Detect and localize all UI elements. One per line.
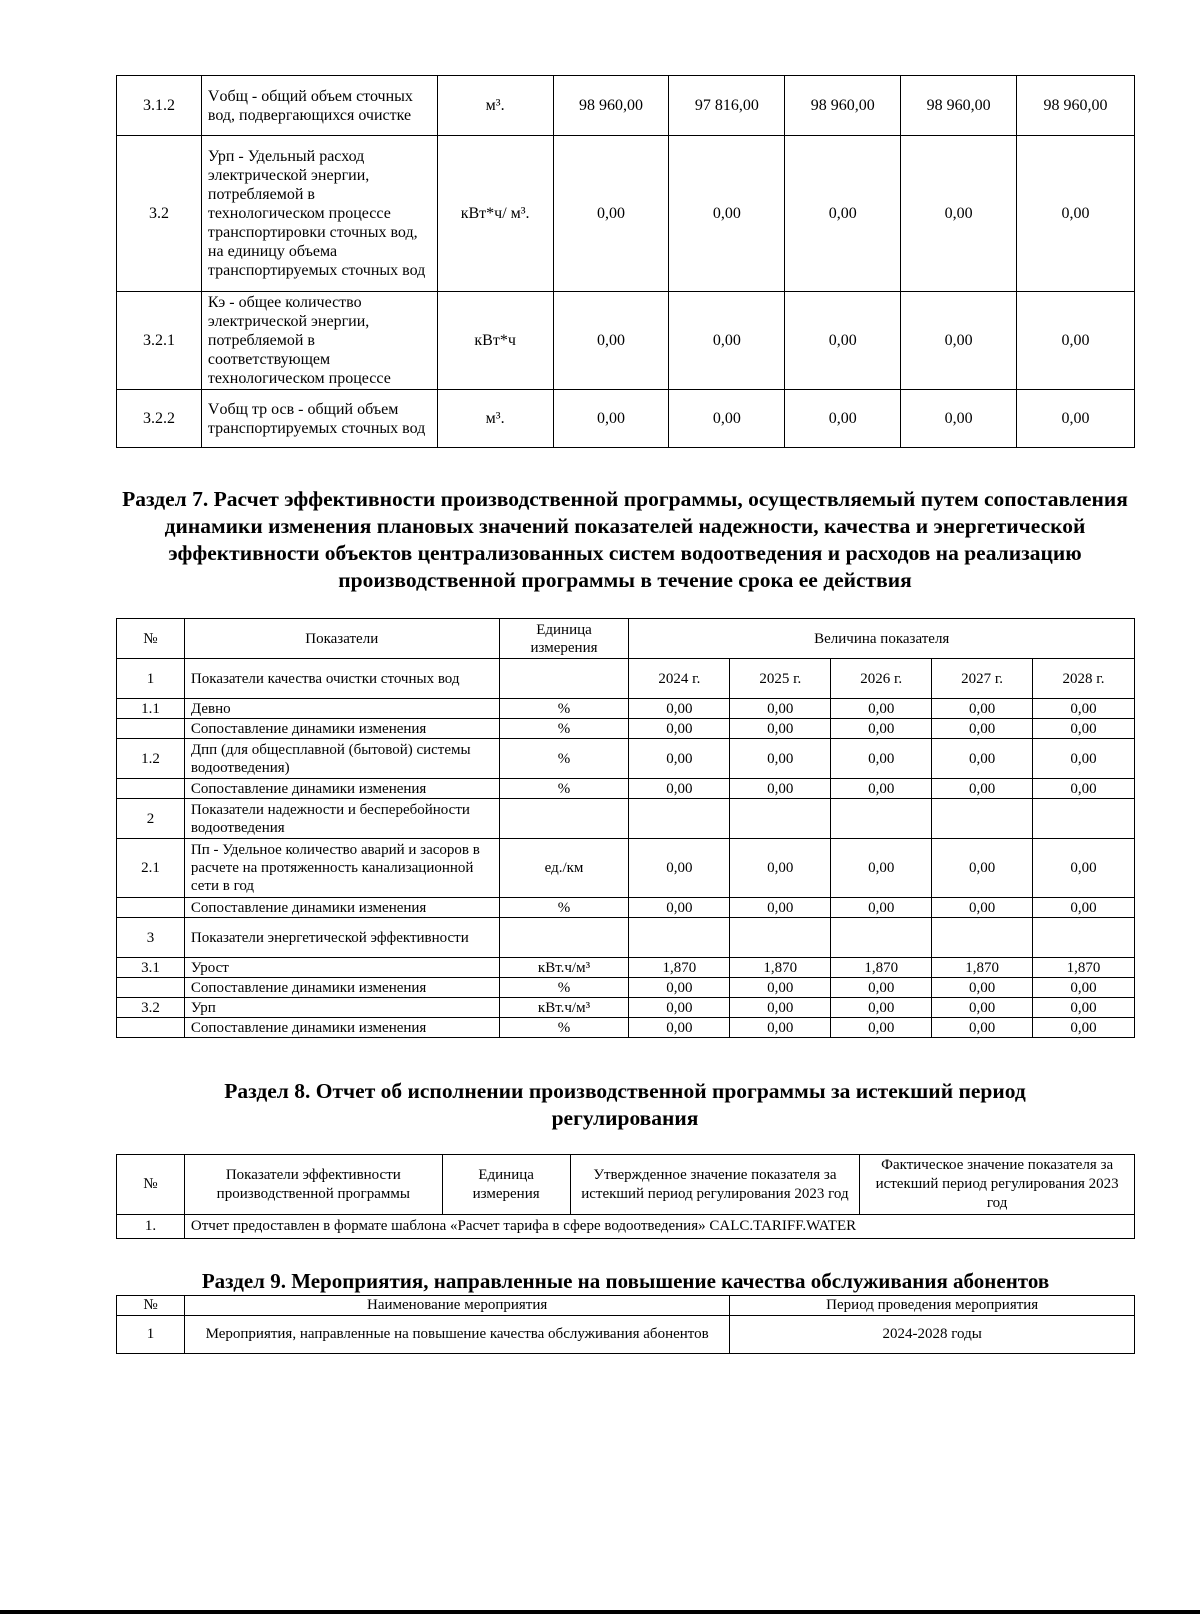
efficiency-unit <box>499 799 629 839</box>
efficiency-unit: % <box>499 978 629 998</box>
header-unit: Единица измерения <box>499 619 629 659</box>
indicator-value: 0,00 <box>901 136 1017 292</box>
indicator-no: 3.2.2 <box>117 390 202 448</box>
efficiency-unit: кВт.ч/м³ <box>499 998 629 1018</box>
report-table <box>116 1154 1135 1239</box>
efficiency-value: 0,00 <box>629 978 730 998</box>
efficiency-value <box>629 799 730 839</box>
efficiency-row <box>117 1018 1135 1038</box>
efficiency-value: 0,00 <box>932 719 1033 739</box>
efficiency-value: 0,00 <box>1033 739 1135 779</box>
efficiency-name: Пп - Удельное количество аварий и засоров в расчете на протяженность канализационной сети в год <box>184 839 499 898</box>
measures-table <box>116 1295 1135 1354</box>
efficiency-row <box>117 659 1135 699</box>
efficiency-unit: % <box>499 739 629 779</box>
indicator-value: 0,00 <box>1017 136 1135 292</box>
report-header-indicators: Показатели эффективности производственной программы <box>184 1155 442 1215</box>
efficiency-name: Сопоставление динамики изменения <box>184 1018 499 1038</box>
section7-title: Раздел 7. Расчет эффективности производственной программы, осуществляемый путем сопоставления динамики изменения плановых значений показателей надежности, качества и энергетической эффективности объектов централизованных систем водоотведения и расходов на реализацию производственной программы в течение срока ее действия <box>122 487 1128 592</box>
efficiency-value: 0,00 <box>831 719 932 739</box>
indicator-value: 0,00 <box>1017 390 1135 448</box>
section8-title: Раздел 8. Отчет об исполнении производственной программы за истекший период регулирования <box>224 1079 1026 1130</box>
efficiency-no: 1.1 <box>117 699 185 719</box>
efficiency-value <box>1033 918 1135 958</box>
indicator-value: 0,00 <box>669 136 785 292</box>
efficiency-value: 0,00 <box>932 739 1033 779</box>
report-header-no: № <box>117 1155 185 1215</box>
efficiency-value: 0,00 <box>932 998 1033 1018</box>
indicator-unit: м³. <box>437 76 553 136</box>
indicator-value: 0,00 <box>901 390 1017 448</box>
indicator-value: 0,00 <box>669 292 785 390</box>
indicator-value: 98 960,00 <box>901 76 1017 136</box>
efficiency-value <box>1033 799 1135 839</box>
efficiency-no: 2 <box>117 799 185 839</box>
efficiency-value: 0,00 <box>730 719 831 739</box>
efficiency-unit: ед./км <box>499 839 629 898</box>
header-value: Величина показателя <box>629 619 1135 659</box>
efficiency-value: 0,00 <box>730 739 831 779</box>
efficiency-value: 0,00 <box>831 779 932 799</box>
efficiency-no <box>117 1018 185 1038</box>
measures-header-name: Наименование мероприятия <box>184 1296 729 1316</box>
measures-row-name: Мероприятия, направленные на повышение качества обслуживания абонентов <box>184 1316 729 1354</box>
indicator-row <box>117 136 1135 292</box>
indicator-value: 0,00 <box>785 390 901 448</box>
indicator-value: 97 816,00 <box>669 76 785 136</box>
efficiency-no <box>117 978 185 998</box>
efficiency-row <box>117 799 1135 839</box>
efficiency-value: 0,00 <box>831 978 932 998</box>
efficiency-value: 0,00 <box>629 779 730 799</box>
efficiency-row <box>117 779 1135 799</box>
efficiency-value: 0,00 <box>629 898 730 918</box>
indicator-value: 0,00 <box>669 390 785 448</box>
indicator-value: 0,00 <box>785 136 901 292</box>
measures-row-no: 1 <box>117 1316 185 1354</box>
indicator-unit: кВт*ч <box>437 292 553 390</box>
efficiency-no <box>117 779 185 799</box>
efficiency-no: 2.1 <box>117 839 185 898</box>
indicator-value: 98 960,00 <box>1017 76 1135 136</box>
efficiency-value <box>730 799 831 839</box>
efficiency-value <box>629 918 730 958</box>
efficiency-row <box>117 719 1135 739</box>
indicator-no: 3.1.2 <box>117 76 202 136</box>
report-header-actual: Фактическое значение показателя за истекший период регулирования 2023 год <box>860 1155 1135 1215</box>
efficiency-name: Сопоставление динамики изменения <box>184 978 499 998</box>
efficiency-name: Дпп (для общесплавной (бытовой) системы водоотведения) <box>184 739 499 779</box>
efficiency-row <box>117 898 1135 918</box>
indicator-name: Кэ - общее количество электрической энергии, потребляемой в соответствующем технологическом процессе <box>201 292 437 390</box>
efficiency-value: 0,00 <box>1033 898 1135 918</box>
efficiency-unit: % <box>499 1018 629 1038</box>
efficiency-table <box>116 618 1135 1038</box>
report-row-no: 1. <box>117 1215 185 1239</box>
year-header: 2024 г. <box>629 659 730 699</box>
indicator-value: 98 960,00 <box>553 76 669 136</box>
efficiency-unit <box>499 659 629 699</box>
measures-header-no: № <box>117 1296 185 1316</box>
indicator-row <box>117 292 1135 390</box>
indicator-unit: кВт*ч/ м³. <box>437 136 553 292</box>
efficiency-table-body <box>117 659 1135 1038</box>
efficiency-value <box>730 918 831 958</box>
efficiency-no: 1 <box>117 659 185 699</box>
efficiency-name: Сопоставление динамики изменения <box>184 779 499 799</box>
indicator-unit: м³. <box>437 390 553 448</box>
efficiency-value <box>932 799 1033 839</box>
efficiency-value <box>932 918 1033 958</box>
indicator-value: 0,00 <box>553 390 669 448</box>
efficiency-value: 0,00 <box>629 699 730 719</box>
efficiency-value: 0,00 <box>831 739 932 779</box>
efficiency-row <box>117 998 1135 1018</box>
efficiency-value: 0,00 <box>629 839 730 898</box>
efficiency-value: 0,00 <box>730 998 831 1018</box>
indicator-value: 0,00 <box>553 292 669 390</box>
efficiency-value: 0,00 <box>1033 719 1135 739</box>
indicators-continuation-body <box>117 76 1135 448</box>
year-header: 2027 г. <box>932 659 1033 699</box>
efficiency-value: 0,00 <box>831 898 932 918</box>
efficiency-name: Показатели энергетической эффективности <box>184 918 499 958</box>
efficiency-row <box>117 918 1135 958</box>
efficiency-value: 0,00 <box>730 779 831 799</box>
efficiency-row <box>117 958 1135 978</box>
efficiency-row <box>117 699 1135 719</box>
efficiency-row <box>117 739 1135 779</box>
indicator-no: 3.2.1 <box>117 292 202 390</box>
efficiency-unit: % <box>499 779 629 799</box>
indicator-value: 0,00 <box>1017 292 1135 390</box>
efficiency-value: 0,00 <box>629 1018 730 1038</box>
efficiency-value: 0,00 <box>629 719 730 739</box>
efficiency-name: Сопоставление динамики изменения <box>184 898 499 918</box>
efficiency-value: 1,870 <box>831 958 932 978</box>
report-header-approved: Утвержденное значение показателя за истекший период регулирования 2023 год <box>570 1155 860 1215</box>
efficiency-name: Сопоставление динамики изменения <box>184 719 499 739</box>
efficiency-row <box>117 839 1135 898</box>
measures-row-period: 2024-2028 годы <box>730 1316 1135 1354</box>
efficiency-value: 0,00 <box>1033 978 1135 998</box>
year-header: 2028 г. <box>1033 659 1135 699</box>
efficiency-unit: % <box>499 719 629 739</box>
efficiency-name: Показатели качества очистки сточных вод <box>184 659 499 699</box>
report-row-text: Отчет предоставлен в формате шаблона «Расчет тарифа в сфере водоотведения» CALC.TARIFF.WATER <box>184 1215 1134 1239</box>
efficiency-no <box>117 719 185 739</box>
efficiency-value: 0,00 <box>730 699 831 719</box>
report-header-unit: Единица измерения <box>442 1155 570 1215</box>
efficiency-value <box>831 918 932 958</box>
efficiency-value: 0,00 <box>629 998 730 1018</box>
indicator-row <box>117 76 1135 136</box>
section9-title: Раздел 9. Мероприятия, направленные на повышение качества обслуживания абонентов <box>201 1269 1050 1293</box>
efficiency-value: 0,00 <box>932 978 1033 998</box>
efficiency-value: 0,00 <box>831 839 932 898</box>
efficiency-value: 0,00 <box>629 739 730 779</box>
efficiency-name: Показатели надежности и бесперебойности водоотведения <box>184 799 499 839</box>
indicator-value: 0,00 <box>785 292 901 390</box>
efficiency-no: 1.2 <box>117 739 185 779</box>
efficiency-value: 0,00 <box>1033 839 1135 898</box>
indicator-name: Vобщ - общий объем сточных вод, подвергающихся очистке <box>201 76 437 136</box>
efficiency-value: 0,00 <box>932 898 1033 918</box>
year-header: 2025 г. <box>730 659 831 699</box>
indicator-name: Vобщ тр осв - общий объем транспортируемых сточных вод <box>201 390 437 448</box>
efficiency-unit: % <box>499 898 629 918</box>
efficiency-value: 0,00 <box>1033 998 1135 1018</box>
efficiency-no: 3.1 <box>117 958 185 978</box>
efficiency-name: Урп <box>184 998 499 1018</box>
efficiency-row <box>117 978 1135 998</box>
efficiency-no: 3.2 <box>117 998 185 1018</box>
efficiency-value: 0,00 <box>730 1018 831 1038</box>
efficiency-value: 0,00 <box>932 1018 1033 1038</box>
indicator-row <box>117 390 1135 448</box>
efficiency-unit: % <box>499 699 629 719</box>
efficiency-value: 0,00 <box>730 839 831 898</box>
measures-header-period: Период проведения мероприятия <box>730 1296 1135 1316</box>
efficiency-value: 0,00 <box>1033 779 1135 799</box>
efficiency-value: 0,00 <box>831 699 932 719</box>
efficiency-unit: кВт.ч/м³ <box>499 958 629 978</box>
efficiency-value: 0,00 <box>831 1018 932 1038</box>
indicator-value: 98 960,00 <box>785 76 901 136</box>
indicators-continuation-table <box>116 75 1135 448</box>
header-name: Показатели <box>184 619 499 659</box>
indicator-value: 0,00 <box>901 292 1017 390</box>
efficiency-value: 0,00 <box>932 779 1033 799</box>
efficiency-name: Урост <box>184 958 499 978</box>
efficiency-value: 0,00 <box>730 898 831 918</box>
efficiency-unit <box>499 918 629 958</box>
year-header: 2026 г. <box>831 659 932 699</box>
efficiency-value: 0,00 <box>831 998 932 1018</box>
efficiency-value: 0,00 <box>1033 1018 1135 1038</box>
efficiency-value: 0,00 <box>932 699 1033 719</box>
efficiency-value: 0,00 <box>1033 699 1135 719</box>
indicator-name: Урп - Удельный расход электрической энергии, потребляемой в технологическом процессе транспортировки сточных вод, на единицу объема транспортируемых сточных вод <box>201 136 437 292</box>
indicator-no: 3.2 <box>117 136 202 292</box>
efficiency-value: 1,870 <box>730 958 831 978</box>
page-bottom-rule <box>0 1610 1200 1614</box>
header-no: № <box>117 619 185 659</box>
efficiency-value: 1,870 <box>629 958 730 978</box>
efficiency-value: 0,00 <box>932 839 1033 898</box>
efficiency-no <box>117 898 185 918</box>
efficiency-value: 0,00 <box>730 978 831 998</box>
indicator-value: 0,00 <box>553 136 669 292</box>
efficiency-no: 3 <box>117 918 185 958</box>
efficiency-value <box>831 799 932 839</box>
efficiency-name: Девно <box>184 699 499 719</box>
efficiency-value: 1,870 <box>932 958 1033 978</box>
efficiency-value: 1,870 <box>1033 958 1135 978</box>
